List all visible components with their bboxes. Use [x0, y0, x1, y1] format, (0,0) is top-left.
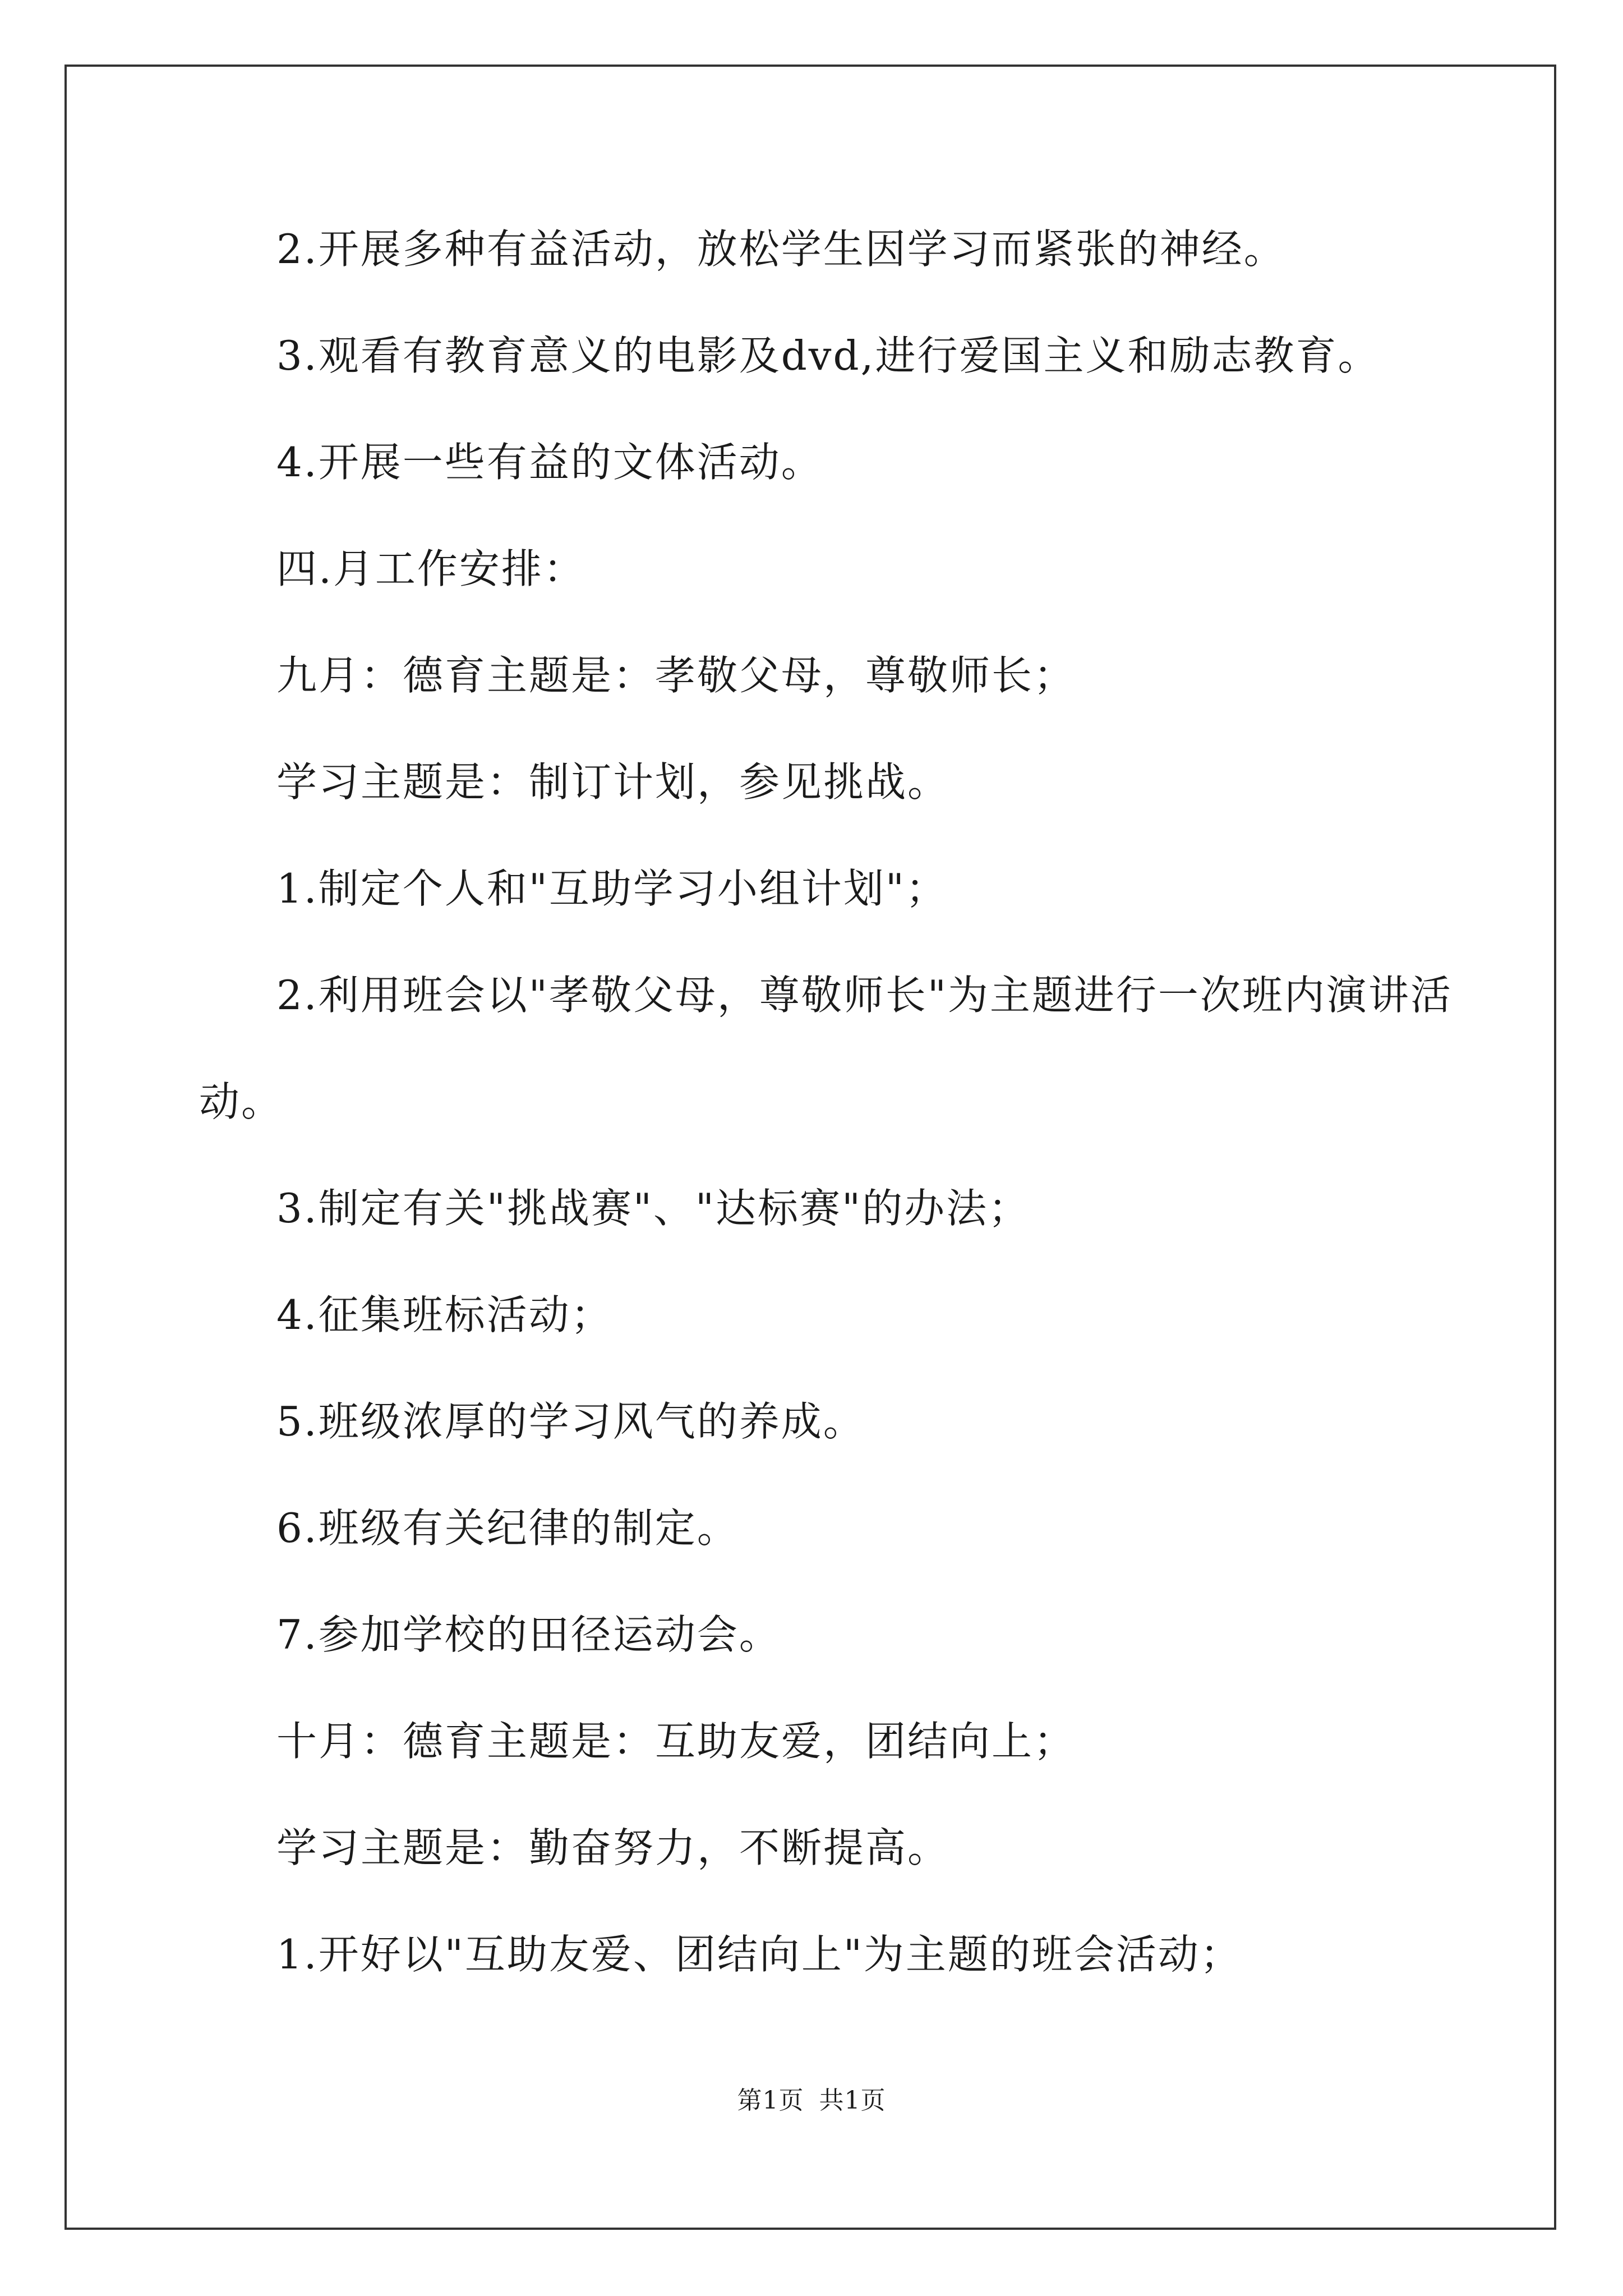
text-line: 3.观看有教育意义的电影及dvd,进行爱国主义和励志教育。 [276, 332, 1380, 379]
page-border [64, 65, 1556, 2230]
text-line: 学习主题是：勤奋努力，不断提高。 [276, 1824, 950, 1871]
text-line: 4.开展一些有益的文体活动。 [276, 439, 823, 486]
text-line: 1.制定个人和"互助学习小组计划"； [276, 865, 948, 912]
text-line: 九月：德育主题是：孝敬父母，尊敬师长； [276, 652, 1076, 699]
text-line: 5.班级浓厚的学习风气的养成。 [276, 1398, 865, 1445]
text-line: 学习主题是：制订计划，参见挑战。 [276, 758, 950, 806]
page-number: 第1页 [737, 2086, 804, 2115]
text-line: 3.制定有关"挑战赛"、"达标赛"的办法； [276, 1185, 1031, 1232]
text-line: 2.开展多种有益活动，放松学生因学习而紧张的神经。 [276, 226, 1286, 273]
text-line: 2.利用班会以"孝敬父母，尊敬师长"为主题进行一次班内演讲活 [276, 972, 1453, 1019]
text-line: 7.参加学校的田径运动会。 [276, 1611, 781, 1658]
page-footer [0, 2084, 1623, 2118]
page-total: 共1页 [819, 2086, 886, 2115]
text-line: 6.班级有关纪律的制定。 [276, 1504, 739, 1552]
text-line: 4.征集班标活动； [276, 1291, 613, 1338]
section-heading: 四.月工作安排： [276, 545, 585, 592]
text-line: 动。 [199, 1078, 284, 1125]
text-line: 十月：德育主题是：互助友爱，团结向上； [276, 1718, 1076, 1765]
text-line: 1.开好以"互助友爱、团结向上"为主题的班会活动； [276, 1931, 1242, 1978]
